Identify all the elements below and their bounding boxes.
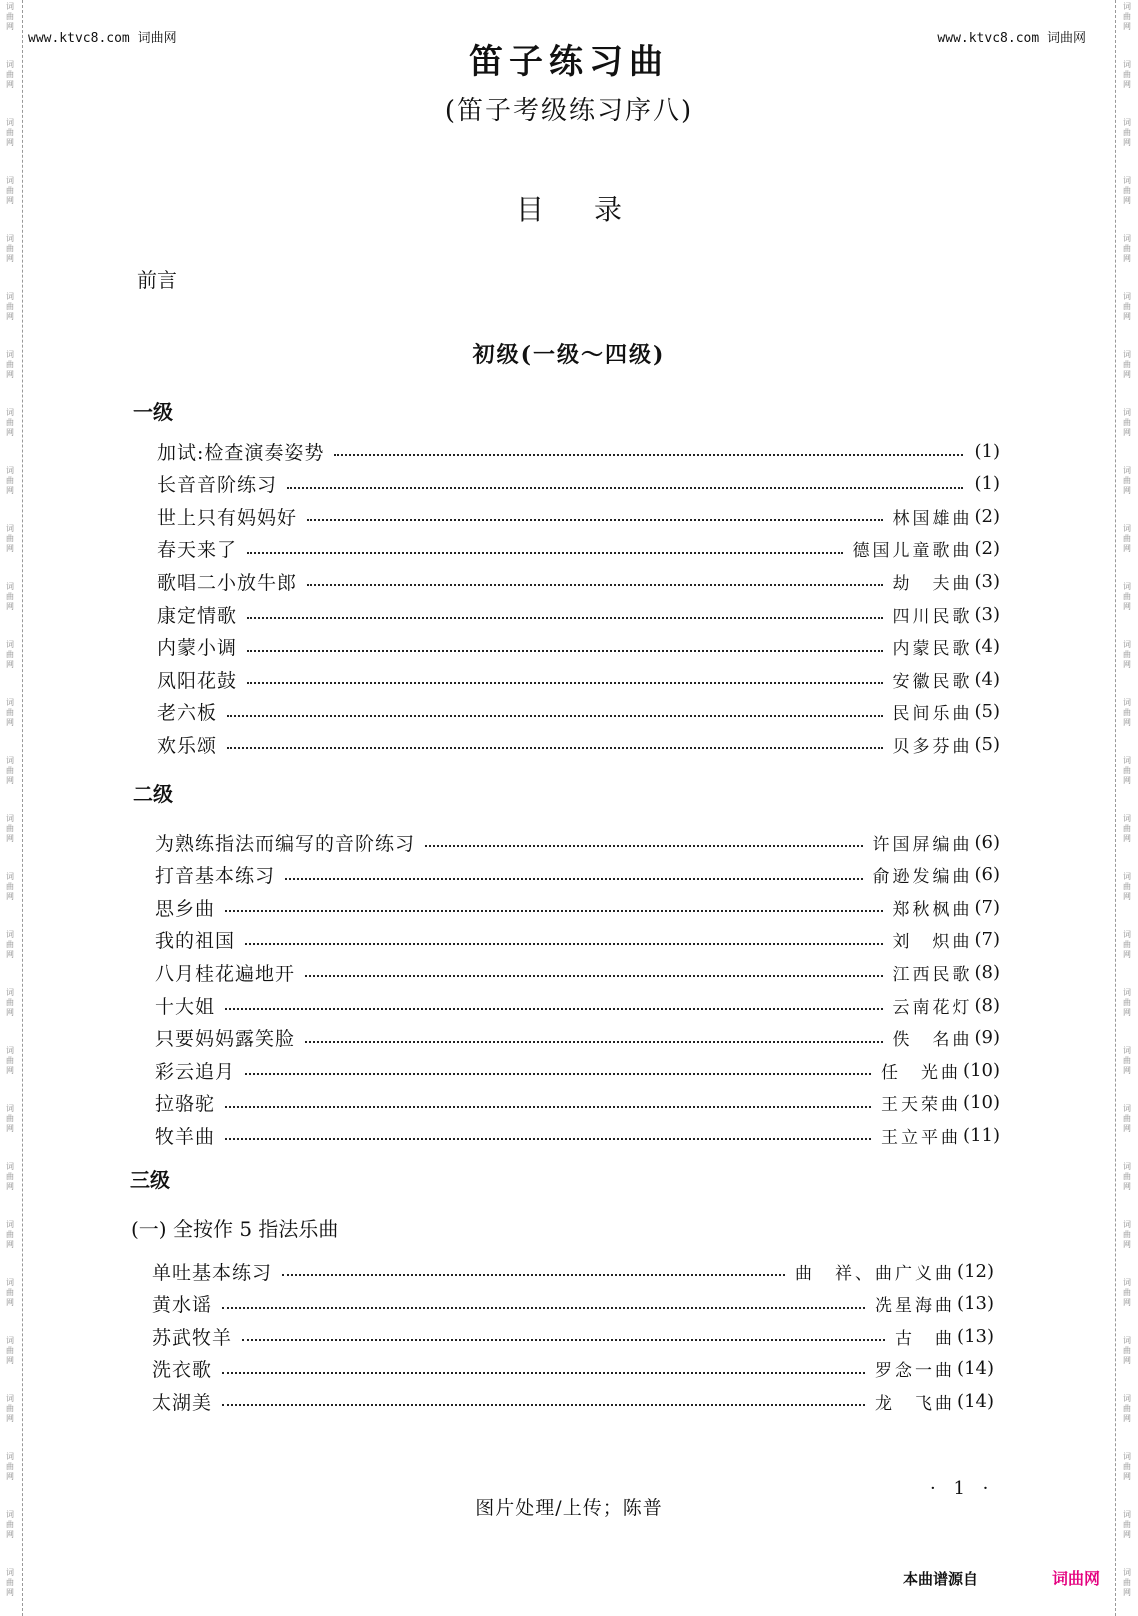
toc-entry [155, 827, 1000, 857]
leader-dots [307, 584, 882, 586]
side-watermark-mark: 词曲网 [6, 1278, 14, 1307]
entry-composer: 四川民歌 [892, 606, 973, 627]
entry-title: 八月桂花遍地开 [155, 962, 296, 985]
side-watermark-mark: 词曲网 [1123, 1394, 1131, 1423]
entry-title: 彩云追月 [155, 1060, 236, 1083]
leader-dots [225, 1106, 871, 1108]
side-watermark-mark: 词曲网 [6, 1336, 14, 1365]
leader-dots [225, 1008, 882, 1010]
toc-entry [157, 632, 1000, 662]
side-watermark-mark: 词曲网 [1123, 1452, 1131, 1481]
side-watermark-mark: 词曲网 [1123, 698, 1131, 727]
side-watermark-mark: 词曲网 [1123, 640, 1131, 669]
side-watermark-mark: 词曲网 [1123, 1278, 1131, 1307]
entry-title: 只要妈妈露笑脸 [155, 1028, 296, 1051]
entry-title: 歌唱二小放牛郎 [157, 571, 298, 594]
entry-page: (4) [974, 668, 1000, 690]
entry-page: (8) [974, 994, 1000, 1016]
entry-composer: 云南花灯 [892, 997, 973, 1018]
side-watermark-mark: 词曲网 [6, 2, 14, 31]
entry-title: 打音基本练习 [155, 865, 276, 888]
toc-entry [152, 1256, 994, 1286]
side-watermark-mark: 词曲网 [6, 118, 14, 147]
entry-composer: 江西民歌 [892, 964, 973, 985]
toc-entry [157, 599, 1000, 629]
side-watermark-mark: 词曲网 [6, 756, 14, 785]
leader-dots [247, 617, 882, 619]
entry-page: (4) [974, 636, 1000, 658]
entry-title: 太湖美 [152, 1391, 213, 1414]
entry-composer: 龙 飞曲 [875, 1393, 956, 1414]
entry-composer: 古 曲 [895, 1328, 956, 1349]
side-watermark-mark: 词曲网 [6, 1220, 14, 1249]
side-watermark-mark: 词曲网 [6, 408, 14, 437]
toc-entry [157, 436, 1000, 466]
entry-title: 思乡曲 [155, 897, 216, 920]
entry-page: (5) [974, 733, 1000, 755]
entry-composer: 罗念一曲 [875, 1361, 956, 1382]
entry-composer: 王天荣曲 [881, 1095, 962, 1116]
side-watermark-mark: 词曲网 [6, 1394, 14, 1423]
side-watermark-mark: 词曲网 [1123, 466, 1131, 495]
side-watermark-mark: 词曲网 [1123, 1510, 1131, 1539]
entry-title: 春天来了 [157, 539, 238, 562]
side-watermark-mark: 词曲网 [6, 1046, 14, 1075]
side-watermark-mark: 词曲网 [1123, 1162, 1131, 1191]
entry-page: (11) [963, 1124, 1000, 1146]
toc-entry [155, 1023, 1000, 1053]
side-watermark-mark: 词曲网 [6, 176, 14, 205]
side-watermark-mark: 词曲网 [1123, 350, 1131, 379]
side-watermark-mark: 词曲网 [6, 60, 14, 89]
side-watermark-mark: 词曲网 [6, 1510, 14, 1539]
entry-page: (6) [974, 864, 1000, 886]
side-watermark-mark: 词曲网 [6, 698, 14, 727]
side-watermark-mark: 词曲网 [6, 1452, 14, 1481]
side-watermark-mark: 词曲网 [6, 988, 14, 1017]
entry-title: 单吐基本练习 [152, 1261, 273, 1284]
site-url-left[interactable]: www.ktvc8.com 词曲网 [28, 31, 177, 46]
entry-title: 洗衣歌 [152, 1359, 213, 1382]
side-watermark-mark: 词曲网 [1123, 2, 1131, 31]
entry-composer: 佚 名曲 [892, 1030, 973, 1051]
side-watermark-mark: 词曲网 [1123, 756, 1131, 785]
entry-title: 老六板 [157, 702, 218, 725]
source-label: 本曲谱源自 [903, 1570, 979, 1588]
entry-page: (6) [974, 831, 1000, 853]
entry-composer: 安徽民歌 [892, 671, 973, 692]
side-watermark-mark: 词曲网 [1123, 60, 1131, 89]
side-watermark-mark: 词曲网 [6, 814, 14, 843]
entry-composer: 郑秋枫曲 [892, 899, 973, 920]
side-watermark-mark: 词曲网 [6, 1162, 14, 1191]
leader-dots [425, 845, 862, 847]
entry-composer: 曲 祥、曲广义曲 [795, 1263, 956, 1284]
leader-dots [305, 1041, 882, 1043]
leader-dots [225, 910, 882, 912]
toc-entry [157, 729, 1000, 759]
entry-composer: 德国儿童歌曲 [852, 541, 973, 562]
entry-page: (2) [974, 505, 1000, 527]
grade-3-subsection: (一) 全按作 5 指法乐曲 [131, 1217, 339, 1241]
uploader-credit: 图片处理/上传；陈普 [475, 1497, 663, 1519]
leader-dots [307, 519, 882, 521]
entry-title: 欢乐颂 [157, 734, 218, 757]
leader-dots [222, 1307, 865, 1309]
entry-page: (1) [974, 473, 1000, 495]
toc-entry [157, 469, 1000, 499]
leader-dots [245, 943, 882, 945]
side-watermark-mark: 词曲网 [1123, 930, 1131, 959]
leader-dots [247, 682, 882, 684]
entry-page: (13) [957, 1325, 994, 1347]
toc-entry [152, 1386, 994, 1416]
entry-page: (2) [974, 538, 1000, 560]
side-watermark-mark: 词曲网 [1123, 234, 1131, 263]
grade-heading-1: 一级 [133, 400, 173, 424]
right-watermark-strip [1115, 0, 1138, 1616]
entry-page: (3) [974, 570, 1000, 592]
preface-entry: 前言 [137, 268, 177, 292]
side-watermark-mark: 词曲网 [6, 350, 14, 379]
entry-composer: 内蒙民歌 [892, 639, 973, 660]
side-watermark-mark: 词曲网 [1123, 1220, 1131, 1249]
side-watermark-mark: 词曲网 [6, 1104, 14, 1133]
entry-title: 牧羊曲 [155, 1125, 216, 1148]
leader-dots [247, 552, 842, 554]
entry-page: (14) [957, 1358, 994, 1380]
leader-dots [285, 878, 862, 880]
entry-title: 加试:检查演奏姿势 [157, 441, 325, 464]
entry-composer: 刘 炽曲 [892, 932, 973, 953]
toc-entry [155, 925, 1000, 955]
side-watermark-mark: 词曲网 [1123, 1046, 1131, 1075]
entry-page: (5) [974, 701, 1000, 723]
left-watermark-strip [0, 0, 23, 1616]
side-watermark-mark: 词曲网 [1123, 582, 1131, 611]
grade-heading-2: 二级 [133, 782, 173, 806]
toc-entry [155, 1088, 1000, 1118]
grade-heading-3: 三级 [130, 1168, 170, 1192]
entry-page: (14) [957, 1390, 994, 1412]
entry-composer: 林国雄曲 [892, 508, 973, 529]
toc-entry [157, 566, 1000, 596]
entry-composer: 俞逊发编曲 [872, 867, 973, 888]
level-title: 初级(一级～四级) [472, 342, 666, 368]
entry-page: (8) [974, 961, 1000, 983]
leader-dots [245, 1073, 871, 1075]
toc-entry [152, 1289, 994, 1319]
site-url-right[interactable]: www.ktvc8.com 词曲网 [937, 31, 1086, 46]
side-watermark-mark: 词曲网 [1123, 1104, 1131, 1133]
page-number: · 1 · [930, 1478, 995, 1499]
leader-dots [242, 1339, 885, 1341]
leader-dots [225, 1138, 871, 1140]
leader-dots [247, 650, 882, 652]
entry-composer: 劫 夫曲 [892, 573, 973, 594]
leader-dots [227, 747, 882, 749]
toc-entry [157, 664, 1000, 694]
side-watermark-mark: 词曲网 [1123, 1336, 1131, 1365]
side-watermark-mark: 词曲网 [6, 466, 14, 495]
entry-composer: 任 光曲 [881, 1062, 962, 1083]
side-watermark-mark: 词曲网 [6, 524, 14, 553]
side-watermark-mark: 词曲网 [1123, 1568, 1131, 1597]
toc-entry [152, 1354, 994, 1384]
toc-entry [157, 501, 1000, 531]
entry-page: (7) [974, 929, 1000, 951]
toc-entry [155, 1120, 1000, 1150]
entry-page: (13) [957, 1293, 994, 1315]
entry-title: 长音音阶练习 [157, 474, 278, 497]
entry-page: (10) [963, 1092, 1000, 1114]
side-watermark-mark: 词曲网 [1123, 176, 1131, 205]
leader-dots [227, 715, 882, 717]
toc-entry [155, 1055, 1000, 1085]
toc-entry [157, 534, 1000, 564]
entry-title: 世上只有妈妈好 [157, 506, 298, 529]
side-watermark-mark: 词曲网 [1123, 872, 1131, 901]
side-watermark-mark: 词曲网 [6, 582, 14, 611]
entry-title: 苏武牧羊 [152, 1326, 233, 1349]
source-brand[interactable]: 词曲网 [1052, 1569, 1101, 1588]
entry-title: 十大姐 [155, 995, 216, 1018]
entry-title: 康定情歌 [157, 604, 238, 627]
leader-dots [282, 1274, 785, 1276]
entry-title: 凤阳花鼓 [157, 669, 238, 692]
leader-dots [305, 975, 882, 977]
side-watermark-mark: 词曲网 [6, 640, 14, 669]
side-watermark-mark: 词曲网 [1123, 408, 1131, 437]
toc-entry [157, 697, 1000, 727]
side-watermark-mark: 词曲网 [1123, 988, 1131, 1017]
side-watermark-mark: 词曲网 [1123, 292, 1131, 321]
entry-composer: 许国屏编曲 [872, 834, 973, 855]
entry-composer: 王立平曲 [881, 1127, 962, 1148]
side-watermark-mark: 词曲网 [6, 930, 14, 959]
side-watermark-mark: 词曲网 [1123, 814, 1131, 843]
side-watermark-mark: 词曲网 [6, 234, 14, 263]
side-watermark-mark: 词曲网 [6, 292, 14, 321]
entry-composer: 冼星海曲 [875, 1296, 956, 1317]
entry-composer: 民间乐曲 [892, 704, 973, 725]
leader-dots [222, 1404, 865, 1406]
entry-title: 拉骆驼 [155, 1093, 216, 1116]
entry-page: (1) [974, 440, 1000, 462]
side-watermark-mark: 词曲网 [6, 1568, 14, 1597]
leader-dots [287, 487, 962, 489]
entry-page: (7) [974, 896, 1000, 918]
entry-title: 为熟练指法而编写的音阶练习 [155, 832, 416, 855]
entry-composer: 贝多芬曲 [892, 736, 973, 757]
toc-entry [155, 990, 1000, 1020]
leader-dots [334, 454, 962, 456]
side-watermark-mark: 词曲网 [1123, 524, 1131, 553]
side-watermark-mark: 词曲网 [1123, 118, 1131, 147]
entry-title: 我的祖国 [155, 930, 236, 953]
entry-page: (10) [963, 1059, 1000, 1081]
page-subtitle: (笛子考级练习序八) [444, 96, 694, 126]
toc-heading: 目录 [515, 193, 672, 226]
toc-entry [152, 1321, 994, 1351]
entry-title: 内蒙小调 [157, 637, 238, 660]
entry-title: 黄水谣 [152, 1294, 213, 1317]
leader-dots [222, 1372, 865, 1374]
entry-page: (3) [974, 603, 1000, 625]
entry-page: (12) [957, 1260, 994, 1282]
toc-entry [155, 860, 1000, 890]
page-title: 笛子练习曲 [469, 42, 669, 82]
toc-entry [155, 957, 1000, 987]
toc-entry [155, 892, 1000, 922]
side-watermark-mark: 词曲网 [6, 872, 14, 901]
entry-page: (9) [974, 1027, 1000, 1049]
